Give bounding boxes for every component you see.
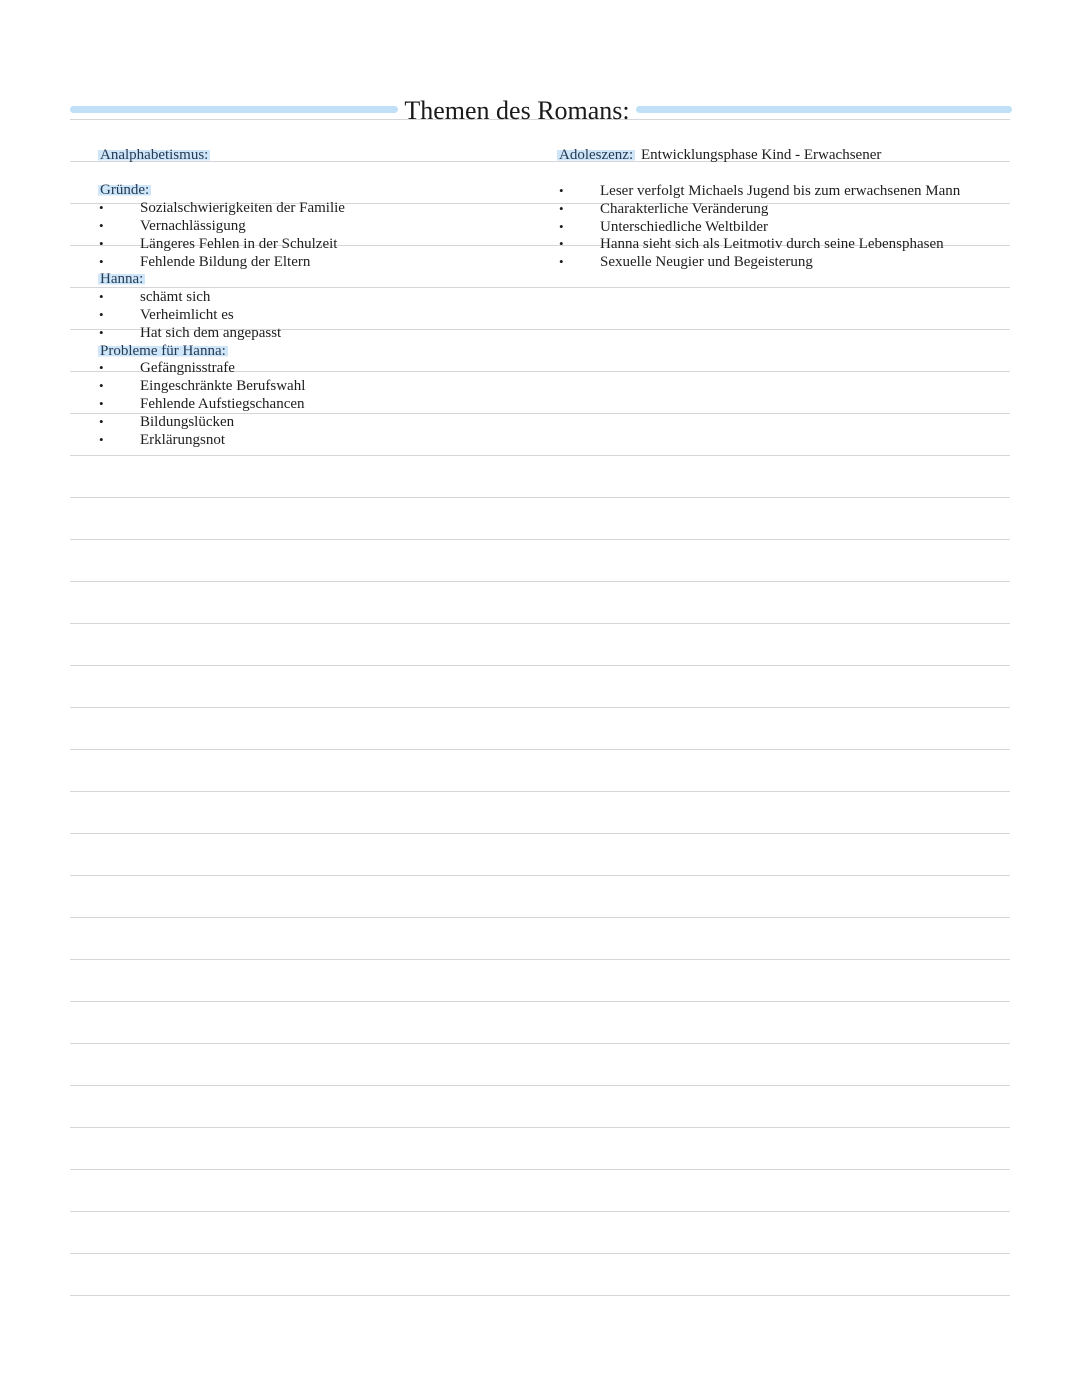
list-item: Leser verfolgt Michaels Jugend bis zum erwachsenen Mann [600,183,961,199]
ruled-line [70,1211,1010,1212]
ruled-line [70,455,1010,456]
ruled-line [70,665,1010,666]
bullet: • [99,396,104,411]
ruled-line [70,1085,1010,1086]
ruled-line [70,287,1010,288]
list-item: Sexuelle Neugier und Begeisterung [600,254,813,270]
list-item: Erklärungsnot [140,432,225,448]
list-item: Charakterliche Veränderung [600,201,769,217]
bullet: • [99,432,104,447]
bullet: • [559,236,564,251]
title-highlight-right [636,106,1012,113]
bullet: • [99,254,104,269]
bullet: • [559,201,564,216]
ruled-line [70,749,1010,750]
bullet: • [99,236,104,251]
topic-heading-analphabetismus: Analphabetismus: [100,147,209,163]
ruled-line [70,875,1010,876]
ruled-line [70,791,1010,792]
topic-heading-adoleszenz: Adoleszenz: [559,147,634,163]
list-item: Eingeschränkte Berufswahl [140,378,306,394]
section-heading-probleme: Probleme für Hanna: [100,343,226,359]
bullet: • [559,183,564,198]
ruled-line [70,1253,1010,1254]
page-title: Themen des Romans: [404,96,630,125]
bullet: • [99,200,104,215]
bullet: • [99,378,104,393]
topic-subtitle: Entwicklungsphase Kind - Erwachsener [641,147,882,163]
list-item: Unterschiedliche Weltbilder [600,219,769,235]
section-heading-gruende: Gründe: [100,182,150,198]
ruled-line [70,623,1010,624]
bullet: • [99,307,104,322]
list-item: Fehlende Aufstiegschancen [140,396,305,412]
bullet: • [99,325,104,340]
list-item: Hat sich dem angepasst [140,325,282,341]
ruled-line [70,959,1010,960]
ruled-line [70,539,1010,540]
list-item: Gefängnisstrafe [140,360,235,376]
bullet: • [559,254,564,269]
ruled-line [70,707,1010,708]
ruled-line [70,917,1010,918]
bullet: • [99,414,104,429]
list-item: Hanna sieht sich als Leitmotiv durch seine Lebensphasen [600,236,944,252]
bullet: • [99,360,104,375]
ruled-line [70,1169,1010,1170]
bullet: • [99,218,104,233]
list-item: Bildungslücken [140,414,235,430]
list-item: Fehlende Bildung der Eltern [140,254,311,270]
bullet: • [99,289,104,304]
bullet: • [559,219,564,234]
list-item: Vernachlässigung [140,218,246,234]
ruled-line [70,1001,1010,1002]
list-item: Sozialschwierigkeiten der Familie [140,200,345,216]
list-item: schämt sich [140,289,211,305]
ruled-line [70,833,1010,834]
ruled-line [70,581,1010,582]
list-item: Längeres Fehlen in der Schulzeit [140,236,338,252]
ruled-line [70,1295,1010,1296]
list-item: Verheimlicht es [140,307,234,323]
ruled-line [70,1043,1010,1044]
ruled-line [70,1127,1010,1128]
ruled-line [70,497,1010,498]
title-highlight-left [70,106,398,113]
section-heading-hanna: Hanna: [100,271,144,287]
